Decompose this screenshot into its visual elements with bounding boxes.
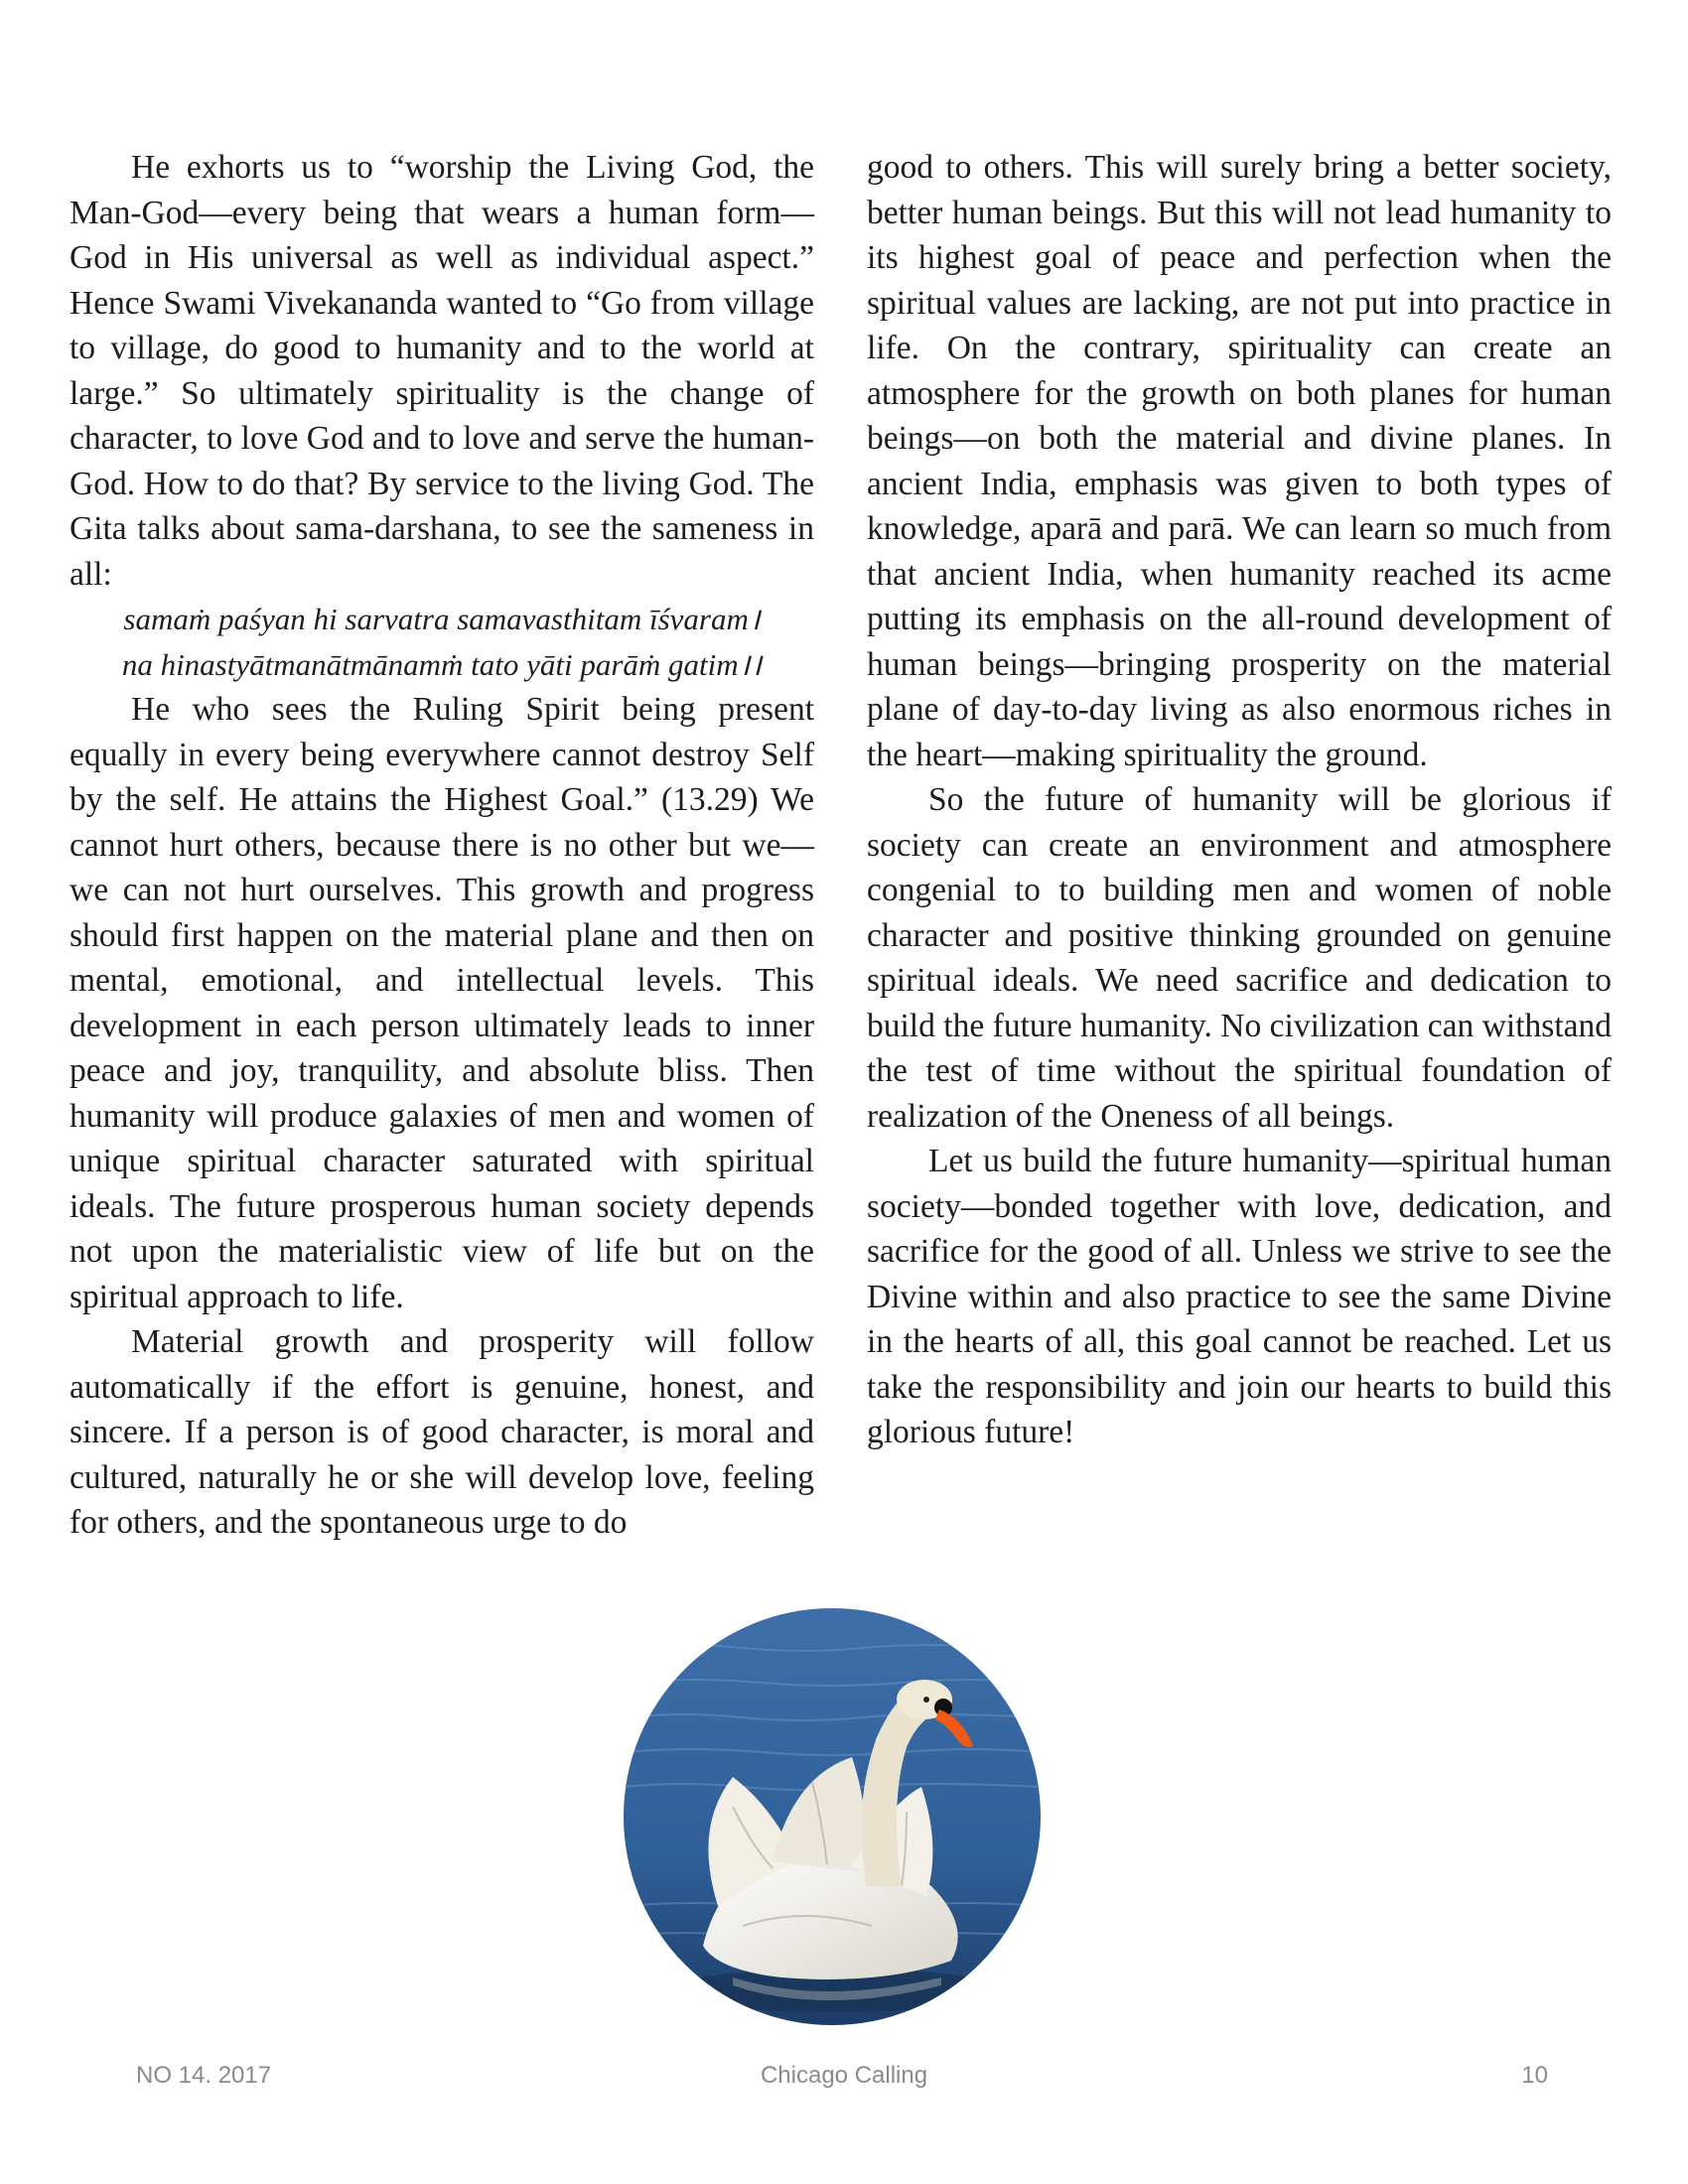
swan-image	[624, 1608, 1041, 2025]
paragraph: He who sees the Ruling Spirit being present equally in every being everywhere cannot destroy Self by the self. He attains the Highest Goal.” (13.29) We cannot hurt others, because there is no other but we—we can not hurt ourselves. This growth and progress should first happen on the material plane and then on mental, emotional, and intellectual levels. This development in each person ultimately leads to inner peace and joy, tranquility, and absolute bliss. Then humanity will produce galaxies of men and women of unique spiritual character saturated with spiritual ideals. The future prosperous human society depends not upon the materialistic view of life but on the spiritual approach to life.	[70, 691, 814, 1315]
paragraph: good to others. This will surely bring a better society, better human beings. But this will not lead humanity to its highest goal of peace and perfection when the spiritual values are lacking, are not put into practice in life. On the contrary, spirituality can create an atmosphere for the growth on both planes for human beings—on both the material and divine planes. In ancient India, emphasis was given to both types of knowledge, aparā and parā. We can learn so much from that ancient India, when humanity reached its acme putting its emphasis on the all-round development of human beings—bringing prosperity on the material plane of day-to-day living as also enormous riches in the heart—making spirituality the ground.	[867, 149, 1612, 773]
page-footer	[0, 2062, 1688, 2094]
swan-illustration	[624, 1608, 1041, 2025]
paragraph: So the future of humanity will be glorious if society can create an environment and atmosphere congenial to to building men and women of noble character and positive thinking grounded on genuine spiritual ideals. We need sacrifice and dedication to build the future humanity. No civilization can withstand the test of time without the spiritual foundation of realization of the Oneness of all beings.	[867, 781, 1612, 1135]
paragraph: He exhorts us to “worship the Living God, the Man-God—every being that wears a human form—God in His universal as well as individual aspect.” Hence Swami Vivekananda wanted to “Go from village to village, do good to humanity and to the world at large.” So ultimately spirituality is the change of character, to love God and to love and serve the human-God. How to do that? By service to the living God. The Gita talks about sama-darshana, to see the sameness in all:	[70, 149, 814, 593]
verse-line: samaṁ paśyan hi sarvatra samavasthitam īśvaram।	[123, 602, 761, 636]
page-number: 10	[1521, 2062, 1548, 2089]
right-column	[867, 145, 1612, 1455]
verse-line: na hinastyātmanātmānamṁ tato yāti parāṁ gatim।।	[121, 646, 763, 682]
left-column	[70, 145, 814, 1546]
issue-label: NO 14. 2017	[136, 2062, 272, 2089]
paragraph: Let us build the future humanity—spiritual human society—bonded together with love, dedication, and sacrifice for the good of all. Unless we strive to see the Divine within and also practice to see the same Divine in the hearts of all, this goal cannot be reached. Let us take the responsibility and join our hearts to build this glorious future!	[867, 1143, 1612, 1450]
paragraph: Material growth and prosperity will follow automatically if the effort is genuine, honest, and sincere. If a person is of good character, is moral and cultured, naturally he or she will develop love, feeling for others, and the spontaneous urge to do	[70, 1323, 814, 1541]
publication-name: Chicago Calling	[760, 2062, 928, 2089]
